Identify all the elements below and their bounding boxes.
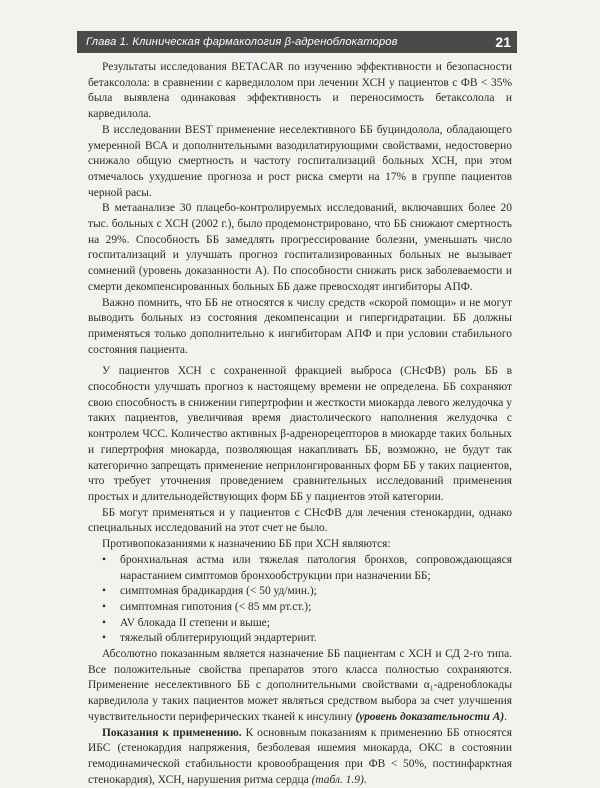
paragraph-contraindications-intro: Противопоказаниями к назначению ББ при ХСН являются: xyxy=(102,538,391,551)
paragraph-important-note: Важно помнить, что ББ не относятся к числу средств «скорой помощи» и не могут выводить больных из состояния декомпенсации и гипергидратации. ББ должны применяться только дополнительно к ингибиторам АПФ и при условии стабильного состояния пациента. xyxy=(88,296,512,356)
bullet-mark: • xyxy=(102,632,107,645)
list-item: • бронхиальная астма или тяжелая патология бронхов, сопровождающаяся нарастанием симптомов бронхообструкции при назначении ББ; xyxy=(102,553,512,582)
evidence-level: (уровень доказательности А) xyxy=(355,710,505,723)
list-item: • тяжелый облитерирующий эндартериит. xyxy=(88,631,512,647)
page-body xyxy=(88,60,512,788)
indications-heading: Показания к применению. xyxy=(102,726,242,739)
paragraph-best: В исследовании BEST применение неселективного ББ буциндолола, обладающего умеренной ВСА и дополнительными вазодилатирующими свойствами, недостоверно снижало общую смертность и частоту госпитализаций больных ХСН, при этом отмечалось ухудшение прогноза и рост риска смерти на 17% в группе пациентов черной расы. xyxy=(88,123,512,199)
paragraph-hfpef: У пациентов ХСН с сохраненной фракцией выброса (СНсФВ) роль ББ в способности улучшать прогноз к настоящему времени не определена. ББ сохраняют свою способность в снижении гипертрофии и жесткости миокарда левого желудочка у таких пациентов, увеличивая время диастолического наполнения желудочка с контролем ЧСС. Количество активных β-адренорецепторов в миокарде таких больных и гипертрофия миокарда, позволяющая накапливать ББ, возможно, не будут так категорично запрещать применение неприлонгированных форм ББ у таких пациентов, что требует уточнения проведением сравнительных исследований применения простых и длительнодействующих форм ББ у пациентов этой категории. xyxy=(88,365,512,503)
paragraph-angina: ББ могут применяться и у пациентов с СНсФВ для лечения стенокардии, однако специальных исследований на этот счет не было. xyxy=(88,506,512,535)
paragraph-betacar: Результаты исследования BETACAR по изучению эффективности и безопасности бетаксолола: в сравнении с карведилолом при лечении ХСН у пациентов с ФВ < 35% была выявлена одинаковая эффективность и переносимость бетаксолола и карведилола. xyxy=(88,61,512,121)
paragraph-indications: Показания к применению. К основным показаниям к применению ББ относятся ИБС (стенокардия напряжения, безболевая ишемия миокарда, ОКС в состоянии гемодинамической стабильности кровообращения при ФВ < 50%, постинфарктная стенокардия), ХСН, нарушения ритма сердца (табл. 1.9). xyxy=(88,726,512,786)
paragraph-diabetes: Абсолютно показанным является назначение ББ пациентам с ХСН и СД 2-го типа. Все положительные свойства препаратов этого класса полностью сохраняются. Применение неселективного ББ с дополнительными свойствами α₁-адреноблокады карведилола у таких пациентов может являться средством выбора за счет улучшения чувствительности периферических тканей к инсулину (уровень доказательности А). xyxy=(88,648,512,723)
bullet-mark: • xyxy=(102,600,107,613)
bullet-mark: • xyxy=(102,616,107,629)
list-item: • симптомная гипотония (< 85 мм рт.ст.); xyxy=(88,600,512,616)
bullet-mark: • xyxy=(102,585,107,598)
bullet-mark: • xyxy=(102,553,107,566)
page-number: 21 xyxy=(495,34,511,50)
paragraph-metaanalysis: В метаанализе 30 плацебо-контролируемых исследований, включавших более 20 тыс. больных с ХСН (2002 г.), было продемонстрировано, что ББ снижают смертность на 29%. Способность ББ замедлять прогрессирование болезни, уменьшать число госпитализаций и улучшать прогноз госпитализированных больных не вызывает сомнений (уровень доказанности А). По способности снижать риск заболеваемости и смерти декомпенсированных больных ББ даже превосходят ингибиторы АПФ. xyxy=(88,202,512,293)
list-item: • AV блокада II степени и выше; xyxy=(88,616,512,632)
chapter-title: Глава 1. Клиническая фармакология β-адреноблокаторов xyxy=(86,36,398,48)
running-header xyxy=(77,31,517,53)
table-reference: (табл. 1.9) xyxy=(311,773,364,786)
list-item: • симптомная брадикардия (< 50 уд/мин.); xyxy=(88,584,512,600)
contraindications-list xyxy=(88,553,512,647)
